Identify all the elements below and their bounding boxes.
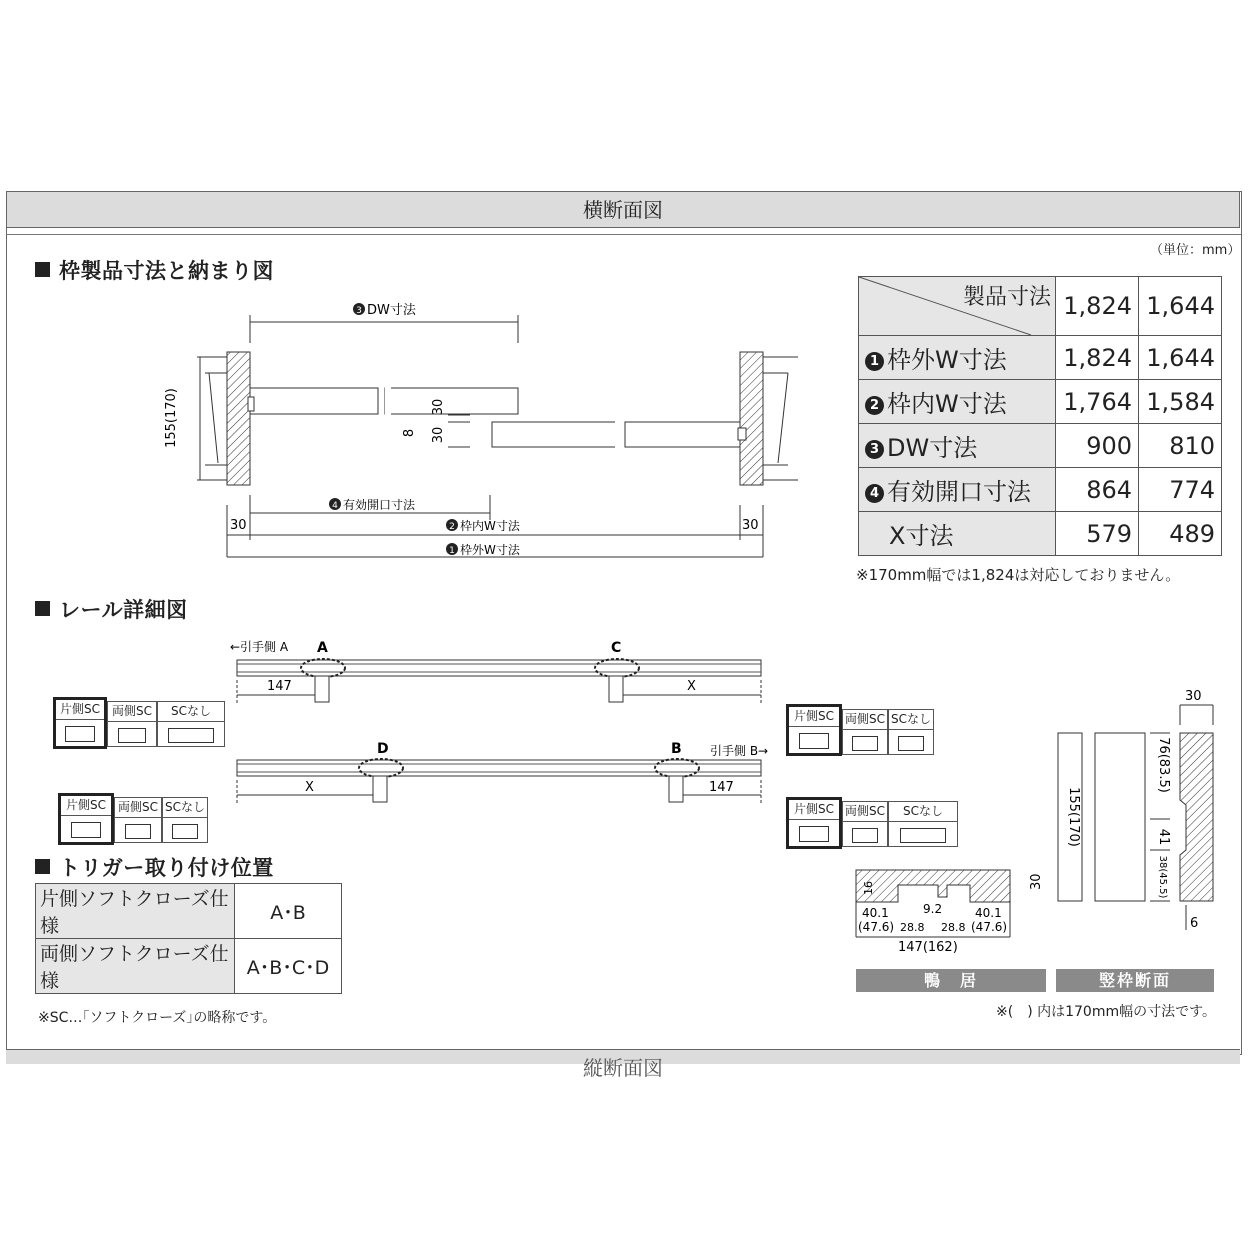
left-jamb — [227, 352, 250, 485]
kamoi-section-diagram — [850, 865, 1044, 960]
sc-note: ※SC…｢ソフトクローズ｣の略称です。 — [38, 1010, 277, 1026]
soft-close-unit-icon — [65, 726, 95, 742]
svg-text:155(170): 155(170) — [1066, 787, 1081, 847]
sc-both-sides-option-d: 両側SC — [114, 797, 162, 843]
soft-close-unit-icon — [852, 736, 878, 751]
sc-both-sides-option-a: 両側SC — [107, 701, 157, 747]
svg-text:9.2: 9.2 — [923, 902, 943, 916]
door-panel-upper-left — [250, 388, 378, 414]
catch-unit-icon — [168, 728, 214, 743]
svg-text:A: A — [317, 640, 328, 656]
table-row: X寸法 579 489 — [859, 512, 1222, 556]
tatewaku-label: 竪枠断面 — [1056, 969, 1214, 992]
svg-text:76(83.5): 76(83.5) — [1156, 737, 1171, 793]
frame-section-title: 枠製品寸法と納まり図 — [35, 255, 274, 285]
unit-label: （単位：mm） — [1150, 243, 1241, 258]
table-row: 3 DW寸法 900 810 — [859, 424, 1222, 468]
catch-unit-icon — [900, 828, 946, 843]
height-dimension-155: 155(170) — [164, 388, 179, 448]
svg-text:C: C — [611, 640, 622, 656]
table-row: 片側ソフトクローズ仕様 A･B — [36, 884, 342, 939]
right-jamb — [740, 352, 763, 485]
svg-text:30: 30 — [1185, 689, 1202, 704]
table-row: 4 有効開口寸法 864 774 — [859, 468, 1222, 512]
sc-one-side-option-d: 片側SC — [58, 793, 114, 845]
table-row: 1 枠外W寸法 1,824 1,644 — [859, 336, 1222, 380]
kamoi-height-label — [1032, 868, 1052, 902]
sc-both-sides-option-c: 両側SC — [842, 709, 888, 755]
next-section-title: 縦断面図 — [583, 1056, 663, 1080]
door-panel-upper-right — [385, 388, 518, 414]
header-divider — [6, 234, 1241, 235]
svg-text:B: B — [671, 741, 682, 757]
table-note: ※170mm幅では1,824は対応しておりません。 — [856, 566, 1181, 584]
sc-none-option-c: SCなし — [888, 709, 934, 755]
soft-close-unit-icon — [71, 822, 101, 838]
svg-text:(47.6): (47.6) — [858, 920, 895, 934]
soft-close-unit-icon — [799, 733, 829, 749]
svg-text:1: 1 — [449, 546, 455, 556]
effective-opening-label: 有効開口寸法 — [343, 498, 416, 512]
svg-text:3: 3 — [356, 306, 362, 316]
sc-one-side-option-c: 片側SC — [786, 704, 842, 756]
outer-width-label: 枠外W寸法 — [460, 543, 520, 557]
soft-close-unit-icon — [125, 824, 151, 839]
table-row: 両側ソフトクローズ仕様 A･B･C･D — [36, 939, 342, 994]
sc-none-option-a: SCなし — [157, 701, 225, 747]
svg-text:30: 30 — [431, 398, 446, 416]
svg-text:147: 147 — [267, 679, 292, 694]
sc-one-side-option-b: 片側SC — [786, 797, 842, 849]
svg-text:147: 147 — [709, 780, 734, 795]
kamoi-label: 鴨 居 — [856, 969, 1046, 992]
trigger-section-title: トリガー取り付け位置 — [35, 852, 274, 882]
svg-text:41: 41 — [1156, 828, 1171, 846]
svg-text:30: 30 — [431, 426, 446, 444]
svg-text:28.8: 28.8 — [900, 921, 925, 934]
inner-width-label: 枠内W寸法 — [460, 519, 520, 533]
soft-close-unit-icon — [852, 828, 878, 843]
column-header-1644: 1,644 — [1139, 277, 1222, 336]
svg-text:4: 4 — [332, 501, 338, 511]
sc-none-option-d: SCなし — [162, 797, 208, 843]
svg-text:D: D — [377, 741, 389, 757]
tatewaku-profile — [1180, 733, 1213, 901]
svg-text:8: 8 — [402, 428, 417, 438]
rail-detail-diagram — [225, 635, 780, 820]
svg-text:30: 30 — [230, 518, 247, 533]
tatewaku-section-diagram — [1050, 685, 1225, 935]
next-section-header — [6, 1049, 1240, 1080]
dimensions-table — [858, 276, 1222, 556]
svg-text:40.1: 40.1 — [975, 906, 1002, 920]
svg-text:(47.6): (47.6) — [971, 920, 1008, 934]
svg-text:30: 30 — [742, 518, 759, 533]
upper-rail — [237, 660, 761, 676]
svg-text:2: 2 — [449, 522, 455, 532]
catch-unit-icon — [898, 736, 924, 751]
svg-text:28.8: 28.8 — [941, 921, 966, 934]
svg-text:16: 16 — [862, 881, 875, 895]
section-header — [6, 191, 1240, 228]
svg-text:6: 6 — [1190, 916, 1199, 931]
frame-plan-diagram — [160, 295, 810, 570]
soft-close-unit-icon — [799, 826, 829, 842]
sc-both-sides-option-b: 両側SC — [842, 801, 888, 847]
svg-text:30: 30 — [1029, 873, 1044, 890]
paren-note: ※( ) 内は170mm幅の寸法です。 — [996, 1004, 1216, 1020]
table-row: 2 枠内W寸法 1,764 1,584 — [859, 380, 1222, 424]
door-panel-lower-right — [625, 422, 740, 447]
svg-text:X: X — [687, 679, 696, 694]
pull-side-a-label: ←引手側 A — [230, 640, 289, 654]
door-panel-lower-left — [492, 422, 620, 447]
svg-text:38(45.5): 38(45.5) — [1157, 855, 1168, 899]
svg-text:147(162): 147(162) — [898, 940, 958, 955]
pull-side-b-label: 引手側 B→ — [710, 744, 769, 758]
lower-rail — [237, 760, 761, 776]
soft-close-unit-icon — [118, 728, 146, 743]
table-corner-header: 製品寸法 — [859, 277, 1056, 336]
trigger-table — [35, 883, 342, 994]
svg-text:40.1: 40.1 — [862, 906, 889, 920]
dw-dimension-label: DW寸法 — [367, 303, 416, 318]
section-title: 横断面図 — [583, 198, 663, 222]
sc-none-option-b: SCなし — [888, 801, 958, 847]
sc-one-side-option-a: 片側SC — [53, 697, 107, 749]
rail-section-title: レール詳細図 — [35, 594, 188, 624]
column-header-1824: 1,824 — [1056, 277, 1139, 336]
svg-text:X: X — [305, 780, 314, 795]
catch-unit-icon — [172, 824, 198, 839]
kamoi-profile — [856, 870, 1010, 902]
